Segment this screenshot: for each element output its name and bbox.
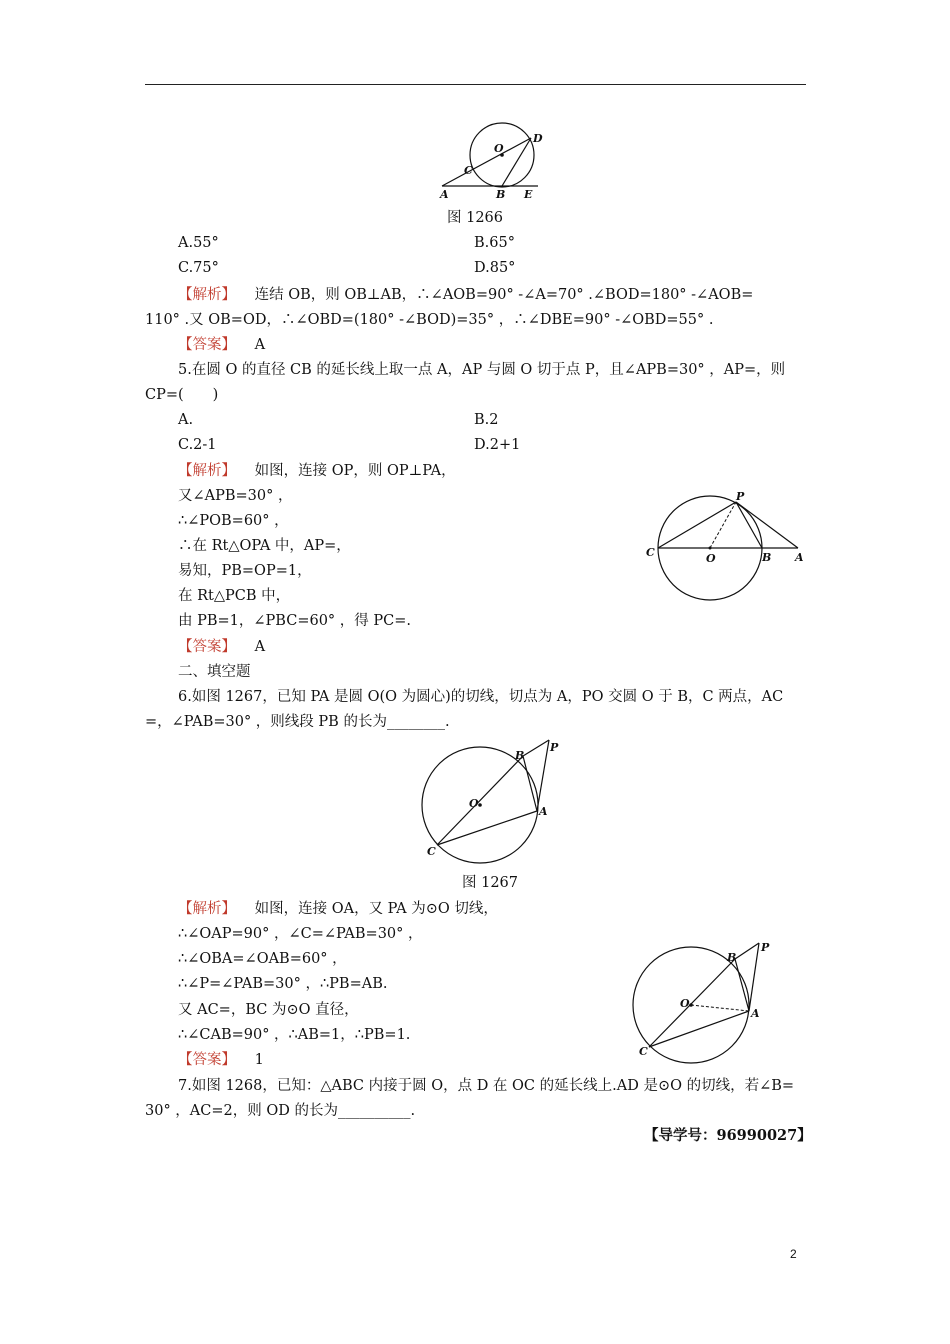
q5-stem-line1: 5.在圆 O 的直径 CB 的延长线上取一点 A，AP 与圆 O 切于点 P，且∠APB=30° ，AP=，则 bbox=[178, 362, 786, 378]
q4-option-d: D.85° bbox=[474, 260, 516, 276]
q6-analysis-line1 bbox=[178, 900, 498, 918]
q6-stem-line1: 6.如图 1267，已知 PA 是圆 O(O 为圆心)的切线，切点为 A，PO 交圆 O 于 B，C 两点，AC bbox=[178, 689, 784, 705]
svg-text:C: C bbox=[639, 1045, 648, 1058]
q5-analysis-line1 bbox=[178, 462, 456, 480]
q5-answer bbox=[178, 638, 265, 656]
q5-analysis-line3: ∴∠POB=60° ， bbox=[178, 513, 289, 529]
q5-analysis-line7: 由 PB=1，∠PBC=60° ，得 PC=. bbox=[178, 613, 411, 629]
section-heading: 二、填空题 bbox=[178, 664, 251, 680]
answer-value: A bbox=[254, 639, 266, 655]
figure-1266 bbox=[430, 120, 550, 205]
figure-q5 bbox=[640, 488, 820, 608]
q4-option-a: A.55° bbox=[178, 235, 219, 251]
figure-1267 bbox=[415, 735, 575, 865]
q5-analysis-line2: 又∠APB=30° ， bbox=[178, 488, 293, 504]
answer-value: 1 bbox=[254, 1052, 264, 1068]
q4-analysis-line1 bbox=[178, 286, 753, 304]
figure-1267-caption: 图 1267 bbox=[461, 875, 518, 891]
header-rule bbox=[145, 84, 806, 85]
q6-stem-line2: =，∠PAB=30° ，则线段 PB 的长为________. bbox=[145, 714, 450, 730]
answer-value: A bbox=[254, 337, 266, 353]
answer-tag: 【答案】 bbox=[178, 1052, 236, 1068]
q6-analysis-text: 如图，连接 OA，又 PA 为⊙O 切线， bbox=[254, 901, 498, 917]
answer-tag: 【答案】 bbox=[178, 639, 236, 655]
analysis-tag: 【解析】 bbox=[178, 463, 236, 479]
q5-option-c: C.2-1 bbox=[178, 437, 217, 453]
q5-analysis-line5: 易知，PB=OP=1， bbox=[178, 563, 312, 579]
svg-text:P: P bbox=[736, 490, 745, 503]
q4-analysis-text: 连结 OB，则 OB⊥AB，∴∠AOB=90° -∠A=70° .∠BOD=180° -∠AOB= bbox=[254, 287, 754, 303]
svg-text:B: B bbox=[496, 188, 506, 201]
svg-text:O: O bbox=[469, 797, 479, 810]
page-number: 2 bbox=[790, 1247, 797, 1261]
svg-text:A: A bbox=[795, 551, 804, 564]
q5-stem-line2: CP=( ) bbox=[145, 387, 219, 403]
svg-text:O: O bbox=[680, 997, 690, 1010]
svg-text:A: A bbox=[751, 1007, 760, 1020]
q5-analysis-text: 如图，连接 OP，则 OP⊥PA， bbox=[254, 463, 456, 479]
q4-analysis-line2: 110° .又 OB=OD，∴∠OBD=(180° -∠BOD)=35° ，∴∠DBE=90° -∠OBD=55° . bbox=[145, 312, 714, 328]
svg-text:A: A bbox=[539, 805, 548, 818]
svg-text:C: C bbox=[646, 546, 655, 559]
svg-text:D: D bbox=[533, 132, 543, 145]
svg-text:C: C bbox=[464, 164, 473, 177]
q5-option-b: B.2 bbox=[474, 412, 499, 428]
q7-stem-line2: 30° ，AC=2，则 OD 的长为__________. bbox=[145, 1103, 416, 1119]
q5-analysis-line6: 在 Rt△PCB 中， bbox=[178, 588, 291, 604]
svg-text:P: P bbox=[761, 941, 770, 954]
q5-analysis-line4: ∴在 Rt△OPA 中，AP=， bbox=[178, 538, 351, 554]
svg-text:C: C bbox=[427, 845, 436, 858]
q7-stem-line1: 7.如图 1268，已知：△ABC 内接于圆 O，点 D 在 OC 的延长线上.AD 是⊙O 的切线，若∠B= bbox=[178, 1078, 795, 1094]
guide-number: 【导学号：96990027】 bbox=[644, 1127, 812, 1144]
q6-answer bbox=[178, 1051, 264, 1069]
q6-analysis-line4: ∴∠P=∠PAB=30° ，∴PB=AB. bbox=[178, 976, 388, 992]
q6-analysis-line6: ∴∠CAB=90° ，∴AB=1，∴PB=1. bbox=[178, 1027, 411, 1043]
q4-option-b: B.65° bbox=[474, 235, 515, 251]
svg-text:B: B bbox=[515, 749, 525, 762]
q6-analysis-line5: 又 AC=，BC 为⊙O 直径， bbox=[178, 1002, 359, 1018]
svg-text:P: P bbox=[550, 741, 559, 754]
figure-q6-analysis bbox=[625, 935, 785, 1065]
q4-answer bbox=[178, 336, 265, 354]
q4-option-c: C.75° bbox=[178, 260, 219, 276]
analysis-tag: 【解析】 bbox=[178, 287, 236, 303]
svg-text:E: E bbox=[524, 188, 533, 201]
svg-text:O: O bbox=[706, 552, 716, 565]
figure-1266-caption: 图 1266 bbox=[446, 210, 503, 226]
svg-text:A: A bbox=[440, 188, 449, 201]
svg-text:B: B bbox=[762, 551, 772, 564]
q5-option-d: D.2+1 bbox=[474, 437, 521, 453]
q6-analysis-line2: ∴∠OAP=90° ，∠C=∠PAB=30° ， bbox=[178, 926, 423, 942]
answer-tag: 【答案】 bbox=[178, 337, 236, 353]
q6-analysis-line3: ∴∠OBA=∠OAB=60° ， bbox=[178, 951, 347, 967]
q5-option-a: A. bbox=[178, 412, 194, 428]
analysis-tag: 【解析】 bbox=[178, 901, 236, 917]
svg-text:O: O bbox=[494, 142, 504, 155]
svg-text:B: B bbox=[727, 951, 737, 964]
